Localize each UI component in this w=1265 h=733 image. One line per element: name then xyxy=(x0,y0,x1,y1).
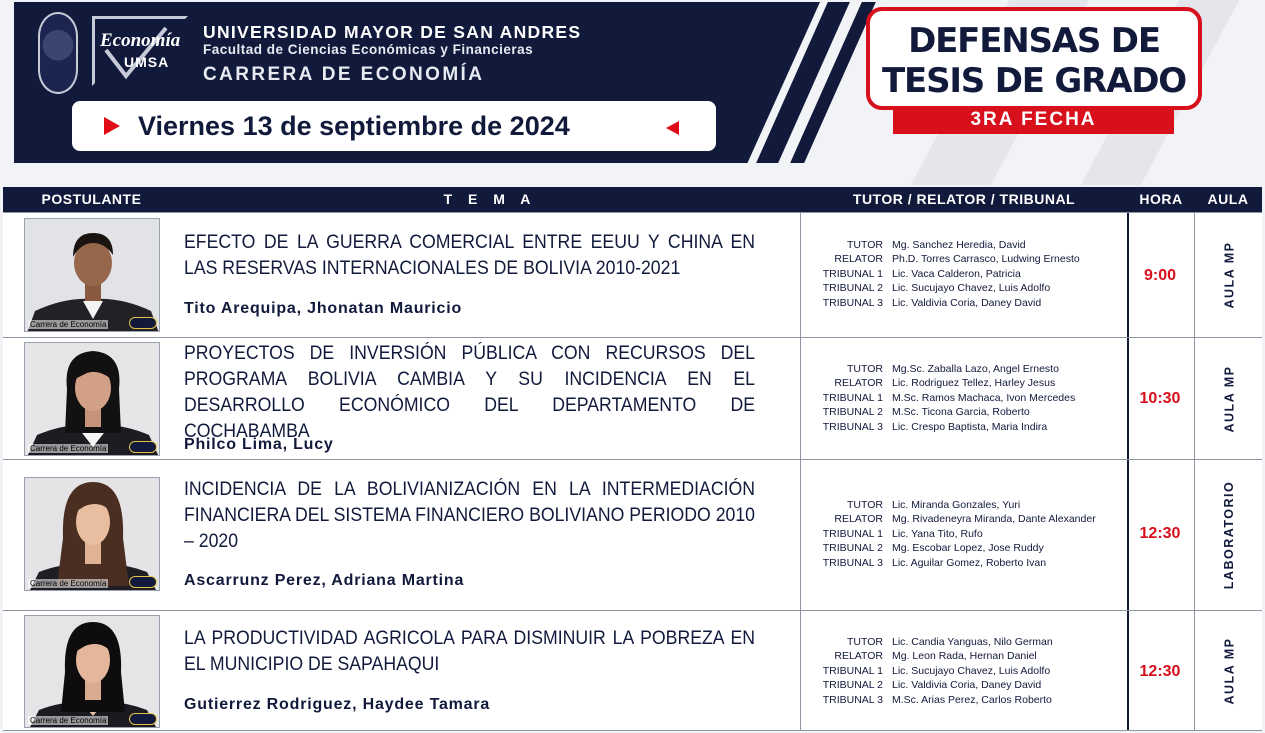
column-divider xyxy=(1194,338,1195,459)
photo-caption: Carrera de Economía xyxy=(30,716,107,725)
jury-role: TRIBUNAL 3 xyxy=(822,556,883,569)
badge-subtitle: 3RA FECHA xyxy=(893,106,1174,134)
jury-member xyxy=(808,238,1126,252)
jury-name: Lic. Valdivia Coria, Daney David xyxy=(892,679,1042,692)
defense-hour: 12:30 xyxy=(1139,525,1181,542)
applicant-photo xyxy=(24,342,160,456)
column-header-topic: T E M A xyxy=(443,191,537,207)
arrow-left-icon xyxy=(666,121,679,135)
column-divider xyxy=(1194,611,1195,730)
jury-role: TUTOR xyxy=(847,499,883,511)
jury-member xyxy=(808,296,1126,310)
student-name: Ascarrunz Perez, Adriana Martina xyxy=(184,572,465,589)
column-divider xyxy=(800,460,801,610)
jury-name: Lic. Miranda Gonzales, Yuri xyxy=(892,499,1021,511)
jury-member xyxy=(808,362,1126,376)
jury-role: TRIBUNAL 3 xyxy=(822,420,883,433)
column-header-jury: TUTOR / RELATOR / TRIBUNAL xyxy=(852,191,1076,207)
jury-role: RELATOR xyxy=(834,377,883,390)
defense-hour: 10:30 xyxy=(1139,390,1181,407)
jury-role: TRIBUNAL 2 xyxy=(822,406,883,419)
jury-name: Ph.D. Torres Carrasco, Ludwing Ernesto xyxy=(892,253,1080,266)
university-name: UNIVERSIDAD MAYOR DE SAN ANDRES xyxy=(203,22,582,42)
jury-member xyxy=(808,678,1126,692)
jury-role: TRIBUNAL 1 xyxy=(822,267,883,280)
jury-member xyxy=(808,664,1126,678)
jury-member xyxy=(808,252,1126,266)
jury-member xyxy=(808,649,1126,663)
faculty-name: Facultad de Ciencias Económicas y Financieras xyxy=(203,42,534,57)
jury-member xyxy=(808,693,1126,707)
column-divider xyxy=(800,611,801,730)
applicant-photo xyxy=(24,477,160,591)
photo-caption: Carrera de Economía xyxy=(30,320,107,329)
defense-room xyxy=(1201,460,1257,610)
column-divider xyxy=(800,338,801,459)
career-name: CARRERA DE ECONOMÍA xyxy=(203,64,485,85)
jury-name: Lic. Rodriguez Tellez, Harley Jesus xyxy=(892,377,1056,390)
column-divider xyxy=(1194,213,1195,337)
jury-name: Mg. Leon Rada, Hernan Daniel xyxy=(892,650,1037,663)
logo-tag-icon xyxy=(129,576,157,588)
jury-member xyxy=(808,541,1126,555)
jury-member xyxy=(808,556,1126,570)
table-row xyxy=(3,337,1262,459)
jury-role: RELATOR xyxy=(834,513,883,526)
jury-role: TRIBUNAL 1 xyxy=(822,391,883,404)
table-header xyxy=(3,187,1262,212)
jury-role: TUTOR xyxy=(847,239,883,251)
jury-role: TRIBUNAL 1 xyxy=(822,527,883,540)
jury-list xyxy=(808,498,1126,570)
jury-name: Lic. Candia Yanguas, Nilo German xyxy=(892,636,1053,648)
defense-room xyxy=(1201,213,1257,337)
applicant-photo xyxy=(24,615,160,728)
thesis-topic: LA PRODUCTIVIDAD AGRICOLA PARA DISMINUIR LA POBREZA EN EL MUNICIPIO DE SAPAHAQUI xyxy=(184,628,756,675)
table-row xyxy=(3,212,1262,337)
defense-room xyxy=(1201,611,1257,730)
jury-name: Lic. Valdivia Coria, Daney David xyxy=(892,296,1042,309)
jury-member xyxy=(808,635,1126,649)
jury-role: TRIBUNAL 3 xyxy=(822,296,883,309)
column-header-applicant: POSTULANTE xyxy=(41,191,142,207)
jury-role: TUTOR xyxy=(847,363,883,375)
university-seal-icon xyxy=(38,12,78,94)
applicant-photo xyxy=(24,218,160,332)
photo-caption: Carrera de Economía xyxy=(30,579,107,588)
jury-name: Lic. Aguilar Gomez, Roberto Ivan xyxy=(892,556,1047,569)
jury-member xyxy=(808,498,1126,512)
jury-name: M.Sc. Arias Perez, Carlos Roberto xyxy=(892,693,1052,706)
column-header-hour: HORA xyxy=(1139,191,1183,207)
economia-logo xyxy=(92,16,188,86)
jury-member xyxy=(808,527,1126,541)
student-name: Tito Arequipa, Jhonatan Mauricio xyxy=(184,300,463,317)
thesis-topic: INCIDENCIA DE LA BOLIVIANIZACIÓN EN LA INTERMEDIACIÓN FINANCIERA DEL SISTEMA FINANCIERO BOLIVIANO PERIODO 2010 – 2020 xyxy=(184,479,756,552)
table-row xyxy=(3,459,1262,610)
jury-role: TUTOR xyxy=(847,636,883,648)
jury-list xyxy=(808,362,1126,434)
defense-hour: 9:00 xyxy=(1143,267,1177,284)
jury-name: Lic. Vaca Calderon, Patricia xyxy=(892,267,1021,280)
jury-name: Lic. Yana Tito, Rufo xyxy=(892,527,983,540)
jury-member xyxy=(808,267,1126,281)
jury-name: Mg. Escobar Lopez, Jose Ruddy xyxy=(892,542,1044,555)
column-header-room: AULA xyxy=(1207,191,1249,207)
jury-member xyxy=(808,376,1126,390)
jury-member xyxy=(808,512,1126,526)
event-date: Viernes 13 de septiembre de 2024 xyxy=(138,111,570,141)
defense-hour: 12:30 xyxy=(1139,663,1181,680)
room-label: LABORATORIO xyxy=(1222,480,1236,590)
jury-role: TRIBUNAL 2 xyxy=(822,679,883,692)
badge-title-line2: TESIS DE GRADO xyxy=(882,61,1186,101)
arrow-right-icon xyxy=(104,117,120,135)
jury-role: TRIBUNAL 1 xyxy=(822,664,883,677)
jury-name: M.Sc. Ramos Machaca, Ivon Mercedes xyxy=(892,391,1076,404)
jury-list xyxy=(808,238,1126,310)
jury-name: M.Sc. Ticona Garcia, Roberto xyxy=(892,406,1030,419)
room-label: AULA MP xyxy=(1222,365,1237,432)
jury-name: Mg. Rivadeneyra Miranda, Dante Alexander xyxy=(892,513,1096,526)
jury-role: TRIBUNAL 3 xyxy=(822,693,883,706)
jury-role: TRIBUNAL 2 xyxy=(822,282,883,295)
photo-caption: Carrera de Economía xyxy=(30,444,107,453)
column-divider xyxy=(800,213,801,337)
title-badge xyxy=(866,7,1202,110)
thesis-topic: PROYECTOS DE INVERSIÓN PÚBLICA CON RECURSOS DEL PROGRAMA BOLIVIA CAMBIA Y SU INCIDENCIA EN EL DESARROLLO ECONÓMICO DEL DEPARTAMENTO DE COCHABAMBA xyxy=(184,343,756,442)
jury-role: RELATOR xyxy=(834,253,883,266)
jury-name: Mg. Sanchez Heredia, David xyxy=(892,239,1026,251)
jury-member xyxy=(808,420,1126,434)
logo-tag-icon xyxy=(129,441,157,453)
date-box xyxy=(72,101,716,151)
jury-name: Mg.Sc. Zaballa Lazo, Angel Ernesto xyxy=(892,363,1059,375)
table-row xyxy=(3,610,1262,731)
jury-name: Lic. Sucujayo Chavez, Luis Adolfo xyxy=(892,282,1051,295)
jury-list xyxy=(808,635,1126,707)
jury-member xyxy=(808,281,1126,295)
logo-tag-icon xyxy=(129,713,157,725)
logo-tag-icon xyxy=(129,317,157,329)
jury-name: Lic. Sucujayo Chavez, Luis Adolfo xyxy=(892,664,1051,677)
column-divider xyxy=(1194,460,1195,610)
jury-name: Lic. Crespo Baptista, Maria Indira xyxy=(892,420,1048,433)
student-name: Gutierrez Rodriguez, Haydee Tamara xyxy=(184,696,491,713)
jury-role: TRIBUNAL 2 xyxy=(822,542,883,555)
jury-member xyxy=(808,405,1126,419)
defense-room xyxy=(1201,338,1257,459)
room-label: AULA MP xyxy=(1222,241,1237,309)
logo-subtext: UMSA xyxy=(124,54,170,70)
thesis-topic: EFECTO DE LA GUERRA COMERCIAL ENTRE EEUU Y CHINA EN LAS RESERVAS INTERNACIONALES DE BOLIVIA 2010-2021 xyxy=(184,232,756,279)
student-name: Philco Lima, Lucy xyxy=(184,436,334,453)
room-label: AULA MP xyxy=(1222,637,1237,704)
logo-text: Economía xyxy=(100,30,181,51)
jury-role: RELATOR xyxy=(834,650,883,663)
jury-member xyxy=(808,391,1126,405)
badge-title-line1: DEFENSAS DE xyxy=(908,21,1160,61)
